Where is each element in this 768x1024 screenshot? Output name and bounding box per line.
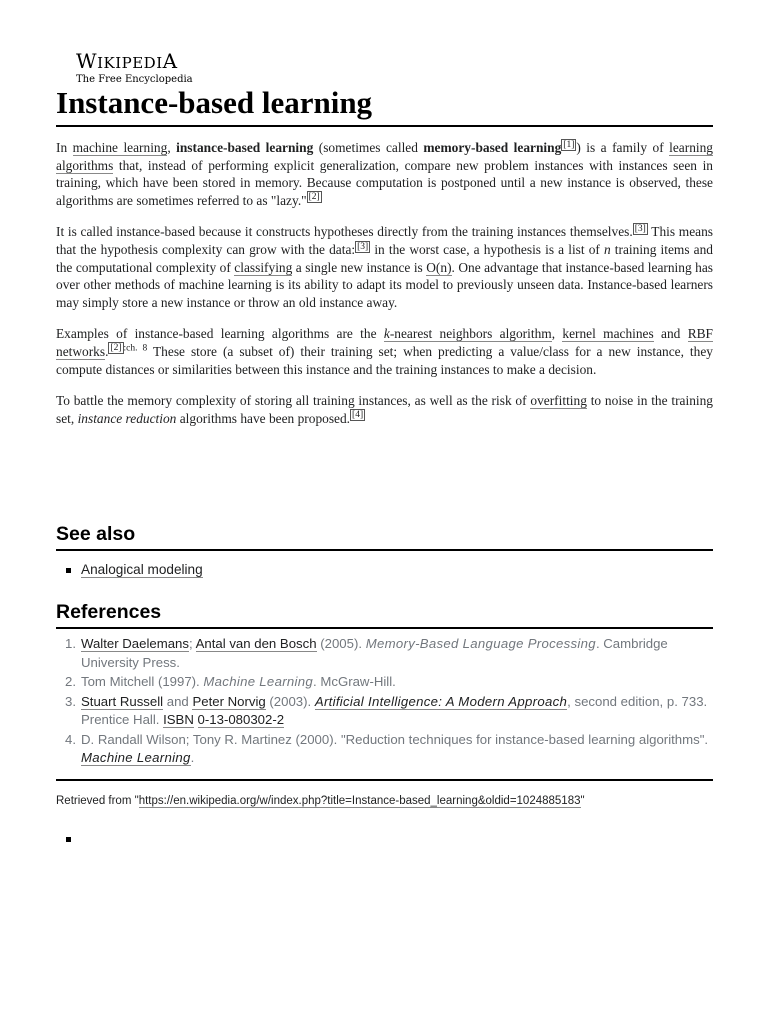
footer-divider [56, 779, 713, 781]
citation-3[interactable]: [3] [634, 223, 646, 234]
link-kernel-machines[interactable]: kernel machines [562, 326, 654, 342]
citation-4[interactable]: [4] [352, 410, 364, 421]
paragraph-reduction: To battle the memory complexity of storing all training instances, as well as the risk of overfitting to noise in the training set, instance reduction algorithms have been proposed. [4] [56, 393, 713, 426]
link-isbn-number[interactable]: 0-13-080302-2 [197, 712, 285, 727]
bullet-icon [66, 837, 71, 842]
link-classifying[interactable]: classifying [234, 259, 293, 275]
wikipedia-logo[interactable] [76, 50, 216, 86]
paragraph-examples: Examples of instance-based learning algorithms are the k-nearest neighbors algorithm, kernel machines and RBF networks. $^{[2] :ch. 8}$ These store (a subset of) their training set; when predicting a value/class for a new instance, they compute distances or similarities between this instance and the training instances to make a decision. [56, 326, 713, 377]
retrieved-from: Retrieved from "https://en.wikipedia.org/w/index.php?title=Instance-based_learning&oldid=1024885183" [56, 795, 585, 807]
link-rbf-networks[interactable]: RBF networks [56, 326, 713, 359]
references-list [56, 635, 713, 769]
bold-term: memory-based learning [423, 140, 562, 155]
link-book-title[interactable]: Artificial Intelligence: A Modern Approach [314, 693, 568, 709]
paragraph-hypothesis: It is called instance-based because it constructs hypotheses directly from the training instances themselves. [3] This means that the hypothesis complexity can grow with the data: [3] in the worst case, a hypothesis is a list of n training items and the computational complexity of classifying a single new instance is O(n). One advantage that instance-based learning has over other methods of machine learning is its ability to adapt its model to previously unseen data. Instance-based learners may simply store a new instance or throw an old instance away. [56, 223, 714, 310]
logo-tagline: The Free Encyclopedia [76, 74, 193, 85]
logo-wordmark: WIKIPEDIA [76, 49, 178, 73]
reference-item: 2. Tom Mitchell (1997). Machine Learning. McGraw-Hill. [65, 674, 396, 689]
reference-item: 4. D. Randall Wilson; Tony R. Martinez (2000). "Reduction techniques for instance-based learning algorithms". Machine Learning. [65, 731, 709, 765]
link-knn[interactable]: k-nearest neighbors algorithm [383, 326, 552, 342]
paragraph-intro: In machine learning, instance-based learning (sometimes called memory-based learning [1] ) is a family of learning algorithms that, instead of performing explicit generalization, compare new problem instances with instances seen in training, which have been stored in memory. Because computation is postponed until a new instance is observed, these algorithms are sometimes referred to as "lazy." [2] [56, 139, 713, 208]
reference-item: 1. Walter Daelemans; Antal van den Bosch (2005). Memory-Based Language Processing. Cambridge University Press. [65, 636, 668, 670]
heading-see-also: See also [56, 521, 713, 551]
link-journal[interactable]: Machine Learning [81, 750, 191, 765]
bullet-icon [66, 568, 71, 573]
link-isbn[interactable]: ISBN [163, 712, 194, 727]
link-author[interactable]: Peter Norvig [192, 693, 266, 709]
link-big-o[interactable]: O(n) [426, 259, 452, 275]
citation-3[interactable]: [3] [357, 241, 369, 252]
link-overfitting[interactable]: overfitting [530, 393, 587, 409]
heading-references: References [56, 599, 713, 629]
citation-2[interactable]: [2] [308, 192, 320, 203]
citation-2-ch8[interactable]: [2] :ch. 8 [110, 343, 148, 354]
link-learning-algorithms[interactable]: learning algorithms [56, 140, 713, 173]
reference-item: 3. Stuart Russell and Peter Norvig (2003). Artificial Intelligence: A Modern Approach, second edition, p. 733. Prentice Hall. ISBN 0-13-080302-2 [65, 693, 708, 727]
link-author[interactable]: Antal van den Bosch [195, 636, 317, 651]
link-author[interactable]: Walter Daelemans [81, 636, 189, 651]
link-machine-learning[interactable]: machine learning [72, 140, 168, 155]
bold-term: instance-based learning [176, 140, 314, 155]
see-also-list [56, 560, 713, 580]
link-permanent-url[interactable]: https://en.wikipedia.org/w/index.php?title=Instance-based_learning&oldid=1024885183 [138, 795, 581, 807]
list-item [56, 560, 713, 580]
article-body [56, 139, 713, 441]
citation-1[interactable]: [1] [563, 139, 575, 150]
link-analogical-modeling[interactable]: Analogical modeling [81, 562, 203, 577]
link-author[interactable]: Stuart Russell [81, 693, 164, 709]
page-title: Instance-based learning [56, 84, 713, 127]
